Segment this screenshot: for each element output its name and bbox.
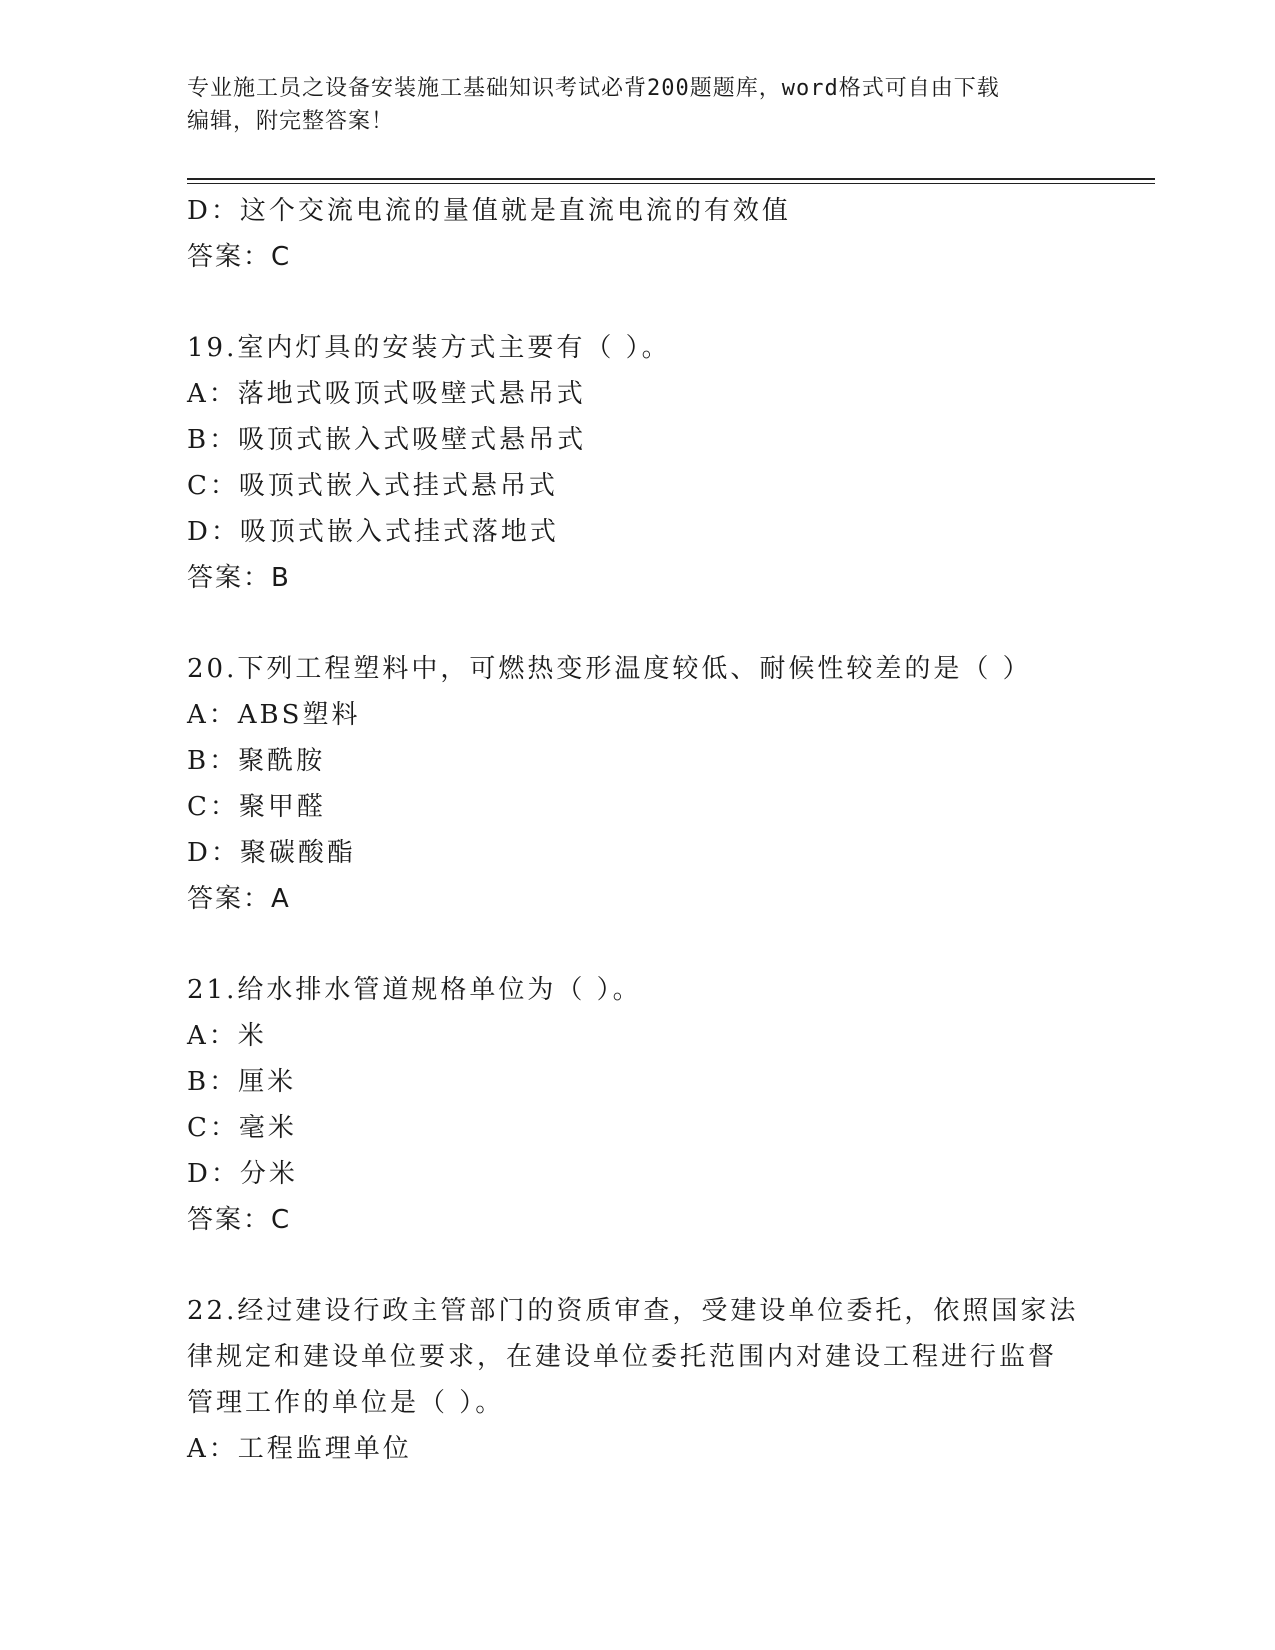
option-a: A：米 — [187, 1021, 267, 1051]
question-block-18-tail — [187, 188, 1087, 280]
option-c: C：聚甲醛 — [187, 792, 326, 822]
question-spacer — [187, 601, 1087, 646]
question-stem-line-3: 管理工作的单位是（ ）。 — [187, 1388, 505, 1418]
question-block-20 — [187, 646, 1087, 922]
header-divider-thick — [187, 178, 1155, 180]
option-c: C：吸顶式嵌入式挂式悬吊式 — [187, 471, 558, 501]
header-divider-thin — [187, 183, 1155, 184]
document-header — [187, 72, 1087, 138]
answer-line: 答案：C — [187, 1205, 292, 1235]
question-spacer — [187, 280, 1087, 325]
answer-line: 答案：B — [187, 563, 291, 593]
option-d: D：这个交流电流的量值就是直流电流的有效值 — [187, 196, 791, 226]
header-title-line-1: 专业施工员之设备安装施工基础知识考试必背200题题库，word格式可自由下载 — [187, 76, 1000, 101]
question-stem-line-1: 22.经过建设行政主管部门的资质审查，受建设单位委托，依照国家法 — [187, 1296, 1079, 1326]
question-stem: 21.给水排水管道规格单位为（ ）。 — [187, 975, 642, 1005]
option-d: D：分米 — [187, 1159, 298, 1189]
option-d: D：吸顶式嵌入式挂式落地式 — [187, 517, 559, 547]
question-spacer — [187, 1243, 1087, 1288]
option-a: A：ABS塑料 — [187, 700, 361, 730]
question-stem: 19.室内灯具的安装方式主要有（ ）。 — [187, 333, 671, 363]
option-a: A：落地式吸顶式吸壁式悬吊式 — [187, 379, 586, 409]
header-title-line-2: 编辑，附完整答案！ — [187, 109, 395, 134]
option-a: A：工程监理单位 — [187, 1434, 412, 1464]
question-stem-line-2: 律规定和建设单位要求，在建设单位委托范围内对建设工程进行监督 — [187, 1342, 1058, 1372]
question-block-22 — [187, 1288, 1087, 1472]
answer-line: 答案：C — [187, 242, 292, 272]
option-b: B：聚酰胺 — [187, 746, 326, 776]
question-spacer — [187, 922, 1087, 967]
option-b: B：吸顶式嵌入式吸壁式悬吊式 — [187, 425, 587, 455]
question-list — [187, 188, 1087, 1472]
option-c: C：毫米 — [187, 1113, 297, 1143]
option-d: D：聚碳酸酯 — [187, 838, 356, 868]
question-block-19 — [187, 325, 1087, 601]
option-b: B：厘米 — [187, 1067, 297, 1097]
answer-line: 答案：A — [187, 884, 291, 914]
question-stem: 20.下列工程塑料中，可燃热变形温度较低、耐候性较差的是（ ） — [187, 654, 1032, 684]
question-block-21 — [187, 967, 1087, 1243]
